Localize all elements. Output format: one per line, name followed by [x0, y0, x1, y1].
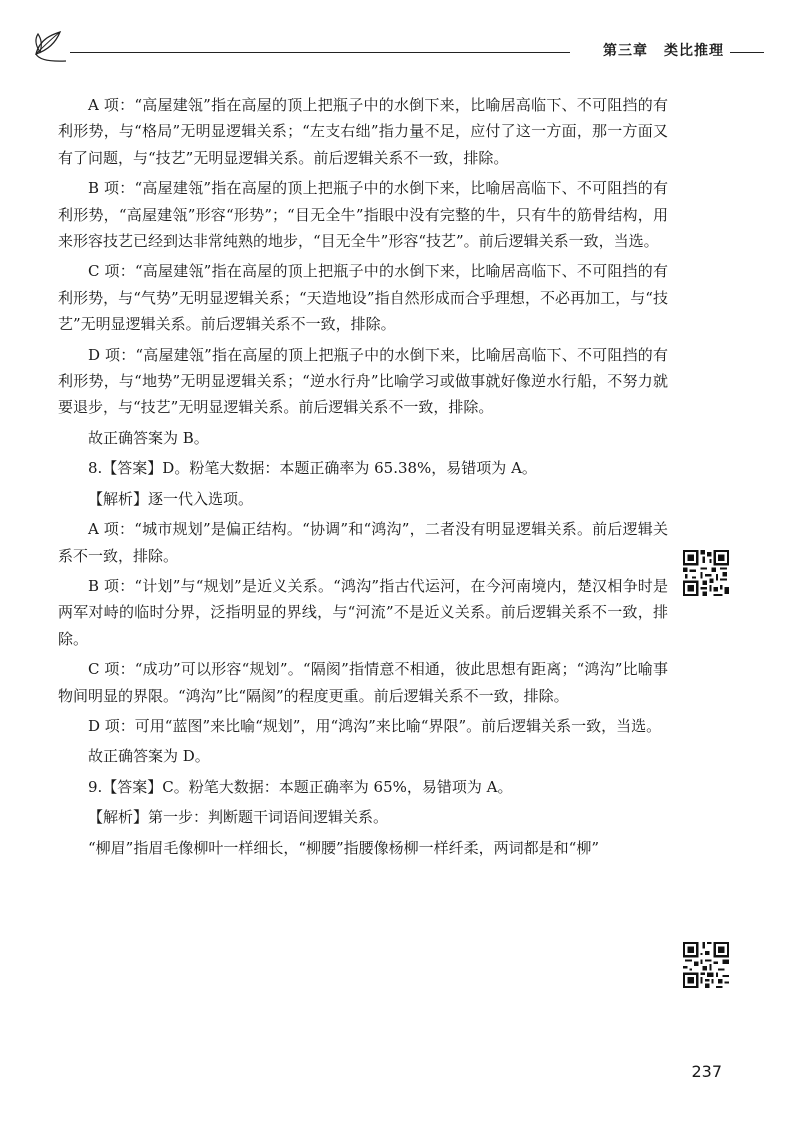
- paragraph: 故正确答案为 B。: [88, 428, 209, 447]
- paragraph: A 项：“高屋建瓴”指在高屋的顶上把瓶子中的水倒下来，比喻居高临下、不可阻挡的有利形势，与“格局”无明显逻辑关系；“左支右绌”指力量不足，应付了这一方面，那一方面又有了问题，与“技艺”无明显逻辑关系。前后逻辑关系不一致，排除。: [58, 96, 668, 167]
- answer-line: 8.【答案】D。粉笔大数据：本题正确率为 65.38%，易错项为 A。: [88, 459, 537, 478]
- answer-line: 9.【答案】C。粉笔大数据：本题正确率为 65%，易错项为 A。: [88, 777, 513, 796]
- paragraph: 故正确答案为 D。: [88, 747, 210, 766]
- header-rule: [70, 52, 570, 53]
- paragraph: D 项：“高屋建瓴”指在高屋的顶上把瓶子中的水倒下来，比喻居高临下、不可阻挡的有利形势，与“地势”无明显逻辑关系；“逆水行舟”比喻学习或做事就好像逆水行船，不努力就要退步，与“技艺”无明显逻辑关系。前后逻辑关系不一致，排除。: [58, 345, 668, 417]
- qr-code-icon[interactable]: [683, 550, 729, 596]
- paragraph: B 项：“计划”与“规划”是近义关系。“鸿沟”指古代运河，在今河南境内，楚汉相争时是两军对峙的临时分界，泛指明显的界线，与“河流”不是近义关系。前后逻辑关系不一致，排除。: [58, 576, 668, 648]
- paragraph: B 项：“高屋建瓴”指在高屋的顶上把瓶子中的水倒下来，比喻居高临下、不可阻挡的有利形势，“高屋建瓴”形容“形势”；“目无全牛”指眼中没有完整的牛，只有牛的筋骨结构，用来形容技艺已经到达非常纯熟的地步，“目无全牛”形容“技艺”。前后逻辑关系一致，当选。: [58, 179, 668, 251]
- chapter-label: 第三章: [603, 43, 648, 59]
- page-body: [58, 92, 668, 861]
- analysis-line: 【解析】逐一代入选项。: [88, 489, 254, 508]
- paragraph: “柳眉”指眉毛像柳叶一样细长，“柳腰”指腰像杨柳一样纤柔，两词都是和“柳”: [88, 838, 600, 857]
- paragraph: A 项：“城市规划”是偏正结构。“协调”和“鸿沟”，二者没有明显逻辑关系。前后逻辑关系不一致，排除。: [58, 520, 668, 565]
- paragraph: C 项：“成功”可以形容“规划”。“隔阂”指情意不相通，彼此思想有距离；“鸿沟”比喻事物间明显的界限。“鸿沟”比“隔阂”的程度更重。前后逻辑关系不一致，排除。: [58, 660, 668, 705]
- header-rule-right: [730, 52, 764, 53]
- leaf-ornament-icon: [30, 28, 70, 64]
- paragraph: D 项：可用“蓝图”来比喻“规划”，用“鸿沟”来比喻“界限”。前后逻辑关系一致，当选。: [88, 716, 662, 735]
- page-header: [30, 28, 770, 68]
- page-number: 237: [691, 1062, 722, 1081]
- analysis-line: 【解析】第一步：判断题干词语间逻辑关系。: [88, 808, 389, 827]
- chapter-title: [603, 40, 724, 60]
- paragraph: C 项：“高屋建瓴”指在高屋的顶上把瓶子中的水倒下来，比喻居高临下、不可阻挡的有利形势，与“气势”无明显逻辑关系；“天造地设”指自然形成而合乎理想，不必再加工，与“技艺”无明显逻辑关系。前后逻辑关系不一致，排除。: [58, 262, 668, 334]
- qr-code-icon[interactable]: [683, 942, 729, 988]
- section-label: 类比推理: [664, 43, 724, 59]
